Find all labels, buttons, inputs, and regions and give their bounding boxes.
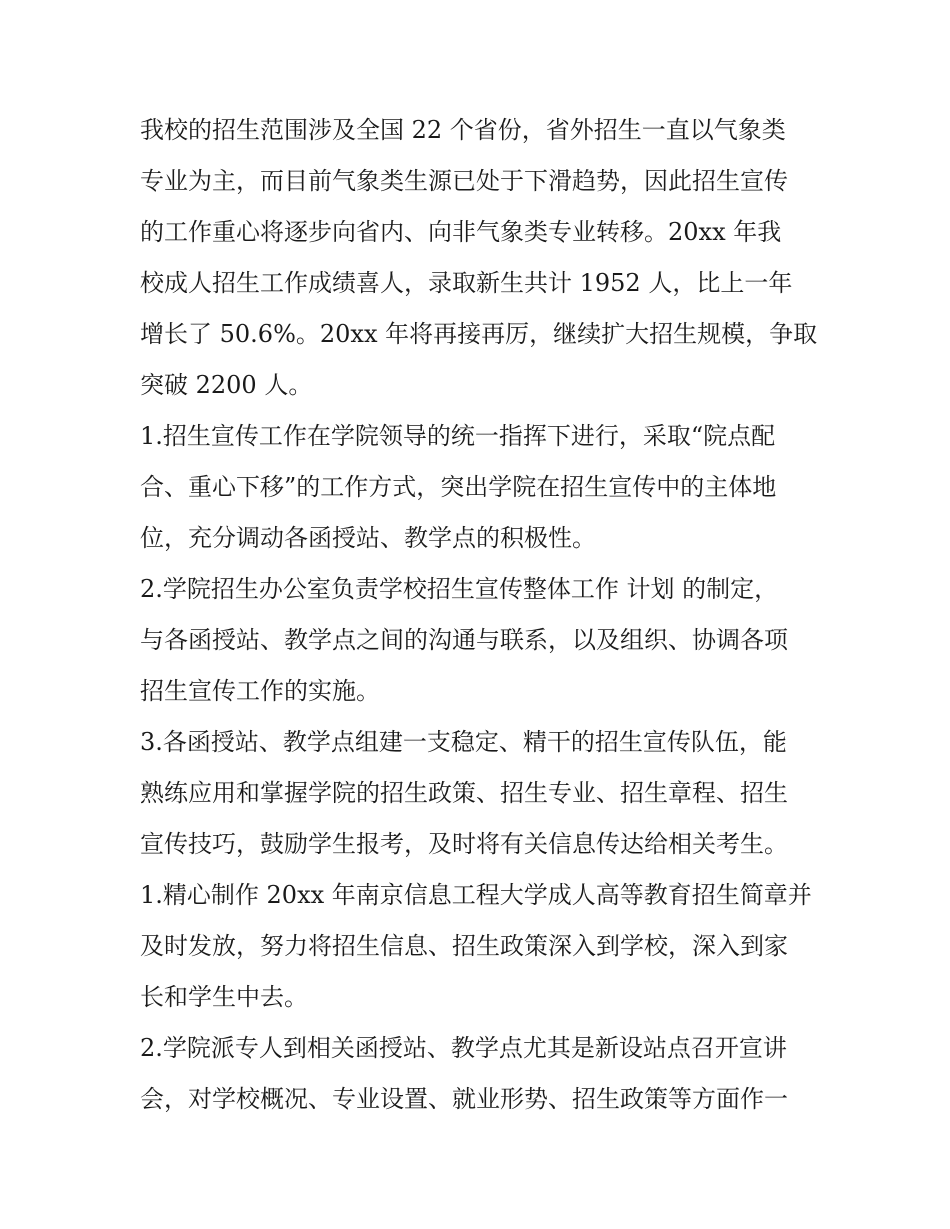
text-line: 3.各函授站、教学点组建一支稳定、精干的招生宣传队伍，能 (140, 728, 787, 756)
text-line: 突破 2200 人。 (140, 371, 313, 399)
text-line: 长和学生中去。 (140, 983, 308, 1011)
text-line: 2.学院招生办公室负责学校招生宣传整体工作 计划 的制定， (140, 575, 779, 603)
text-line: 合、重心下移”的工作方式，突出学院在招生宣传中的主体地 (140, 473, 777, 501)
text-line: 招生宣传工作的实施。 (140, 677, 380, 705)
document-body (140, 105, 820, 1125)
text-line: 的工作重心将逐步向省内、向非气象类专业转移。20xx 年我 (140, 218, 782, 246)
text-line: 熟练应用和掌握学院的招生政策、招生专业、招生章程、招生 (140, 779, 788, 807)
text-line: 2.学院派专人到相关函授站、教学点尤其是新设站点召开宣讲 (140, 1034, 787, 1062)
text-line: 1.精心制作 20xx 年南京信息工程大学成人高等教育招生简章并 (140, 881, 812, 909)
text-line: 我校的招生范围涉及全国 22 个省份，省外招生一直以气象类 (140, 116, 786, 144)
text-line: 及时发放，努力将招生信息、招生政策深入到学校，深入到家 (140, 932, 788, 960)
text-line: 宣传技巧，鼓励学生报考，及时将有关信息传达给相关考生。 (140, 830, 788, 858)
text-line: 校成人招生工作成绩喜人，录取新生共计 1952 人，比上一年 (140, 269, 793, 297)
text-line: 专业为主，而目前气象类生源已处于下滑趋势，因此招生宣传 (140, 167, 788, 195)
text-line: 会，对学校概况、专业设置、就业形势、招生政策等方面作一 (140, 1085, 788, 1113)
text-line: 增长了 50.6%。20xx 年将再接再厉，继续扩大招生规模，争取 (140, 320, 818, 348)
text-line: 1.招生宣传工作在学院领导的统一指挥下进行，采取“院点配 (140, 422, 776, 450)
text-line: 与各函授站、教学点之间的沟通与联系，以及组织、协调各项 (140, 626, 788, 654)
text-line: 位，充分调动各函授站、教学点的积极性。 (140, 524, 596, 552)
